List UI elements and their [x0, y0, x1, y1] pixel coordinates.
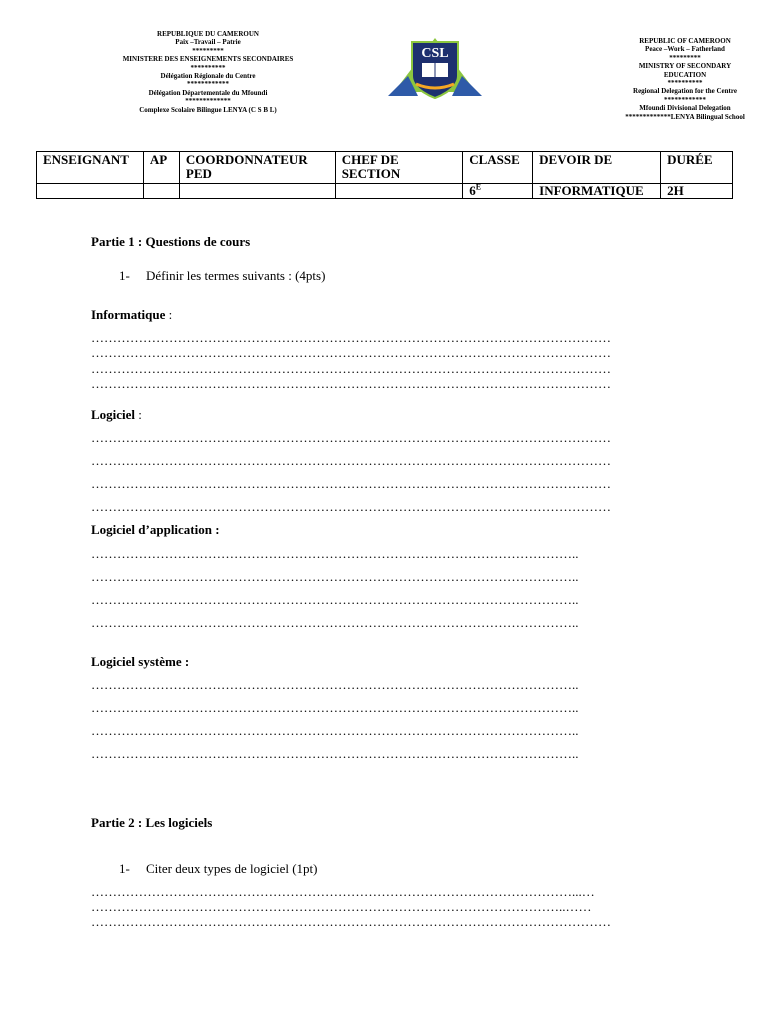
- header-left-line: Délégation Départementale du Mfoundi: [148, 88, 268, 97]
- answer-line[interactable]: …………………………………………………………………………………………………………: [91, 477, 611, 491]
- answer-line[interactable]: …………………………………………………………………………………………………………: [91, 454, 611, 468]
- header-right-line: **********: [667, 79, 703, 88]
- value-chef-section: [335, 184, 463, 199]
- header-right: [605, 37, 765, 121]
- school-logo: [388, 32, 482, 104]
- part2-question-text: Citer deux types de logiciel (1pt): [146, 861, 318, 876]
- header-devoir: DEVOIR DE: [533, 152, 661, 184]
- value-coordonnateur: [179, 184, 335, 199]
- answer-line[interactable]: …………………………………………………………………………………………………..: [91, 747, 579, 761]
- header-right-line: REPUBLIC OF CAMEROON: [639, 37, 731, 45]
- header-chef-section: CHEF DE SECTION: [335, 152, 463, 184]
- answer-line[interactable]: ………………………………………………………………………………………………..……: [91, 900, 592, 914]
- header-right-line: Regional Delegation for the Centre: [633, 87, 737, 96]
- part2-question-number: 1-: [119, 861, 130, 876]
- term-suffix: :: [165, 307, 173, 322]
- logo-text: CSL: [421, 46, 449, 61]
- part2-question: [119, 861, 317, 877]
- header-left-line: **********: [190, 63, 226, 72]
- header-left-line: *********: [192, 46, 224, 55]
- answer-line[interactable]: …………………………………………………………………………………………………………: [91, 915, 611, 929]
- answer-line[interactable]: …………………………………………………………………………………………………..: [91, 593, 579, 607]
- term-informatique: [91, 307, 172, 323]
- answer-line[interactable]: …………………………………………………………………………………………………..: [91, 724, 579, 738]
- header-right-line: *************LENYA Bilingual School: [625, 112, 745, 121]
- term-label: Logiciel: [91, 407, 136, 422]
- part1-question-number: 1-: [119, 268, 130, 283]
- header-right-line: MINISTRY OF SECONDARY: [638, 62, 732, 71]
- header-left-line: *************: [185, 97, 231, 106]
- header-classe: CLASSE: [463, 152, 533, 184]
- term-logiciel-systeme: Logiciel système :: [91, 654, 190, 669]
- header-left-line: REPUBLIQUE DU CAMEROUN: [157, 30, 259, 38]
- value-devoir: INFORMATIQUE: [533, 184, 661, 199]
- value-duree: 2H: [661, 184, 733, 199]
- answer-line[interactable]: …………………………………………………………………………………………………………: [91, 431, 611, 445]
- header-left-line: MINISTERE DES ENSEIGNEMENTS SECONDAIRES: [122, 55, 294, 64]
- answer-line[interactable]: …………………………………………………………………………………………………………: [91, 331, 611, 345]
- term-suffix: :: [135, 407, 142, 422]
- header-right-line: ************: [664, 95, 706, 104]
- answer-line[interactable]: …………………………………………………………………………………………………..: [91, 570, 579, 584]
- answer-line[interactable]: …………………………………………………………………………………………………………: [91, 346, 611, 360]
- table-value-row: [37, 184, 733, 199]
- value-enseignant: [37, 184, 144, 199]
- header-ap: AP: [143, 152, 179, 184]
- term-logiciel-application: Logiciel d’application :: [91, 522, 220, 537]
- answer-line[interactable]: …………………………………………………………………………………………………..: [91, 678, 579, 692]
- header-left-line: Délégation Régionale du Centre: [160, 72, 256, 81]
- header-left-line: Paix –Travail – Patrie: [175, 38, 241, 47]
- class-number: 6: [469, 183, 476, 198]
- value-classe: [463, 184, 533, 199]
- part2-title: Partie 2 : Les logiciels: [91, 815, 213, 830]
- header-right-line: *********: [669, 53, 701, 62]
- answer-line[interactable]: …………………………………………………………………………………………………………: [91, 377, 611, 391]
- part1-question-text: Définir les termes suivants : (4pts): [146, 268, 326, 283]
- answer-line[interactable]: …………………………………………………………………………………………………...…: [91, 885, 595, 899]
- header-right-line: Peace –Work – Fatherland: [645, 45, 725, 54]
- answer-line[interactable]: …………………………………………………………………………………………………………: [91, 362, 611, 376]
- part1-title: Partie 1 : Questions de cours: [91, 234, 251, 249]
- answer-line[interactable]: …………………………………………………………………………………………………..: [91, 616, 579, 630]
- answer-line[interactable]: …………………………………………………………………………………………………..: [91, 547, 579, 561]
- header-right-line: EDUCATION: [663, 70, 707, 79]
- table-header-row: [37, 152, 733, 184]
- header-left-line: ************: [187, 80, 229, 89]
- header-left-line: Complexe Scolaire Bilingue LENYA (C S B L): [139, 105, 277, 114]
- term-logiciel: [91, 407, 142, 423]
- value-ap: [143, 184, 179, 199]
- term-label: Informatique: [91, 307, 166, 322]
- header-coordonnateur: COORDONNATEUR PED: [179, 152, 335, 184]
- header-right-line: Mfoundi Divisional Delegation: [639, 104, 731, 113]
- header-duree: DURÉE: [661, 152, 733, 184]
- exam-info-table: [36, 151, 733, 199]
- class-superscript: E: [475, 182, 482, 192]
- header-enseignant: ENSEIGNANT: [37, 152, 144, 184]
- answer-line[interactable]: …………………………………………………………………………………………………..: [91, 701, 579, 715]
- part1-question: [119, 268, 325, 284]
- header-left: [108, 30, 308, 114]
- answer-line[interactable]: …………………………………………………………………………………………………………: [91, 500, 611, 514]
